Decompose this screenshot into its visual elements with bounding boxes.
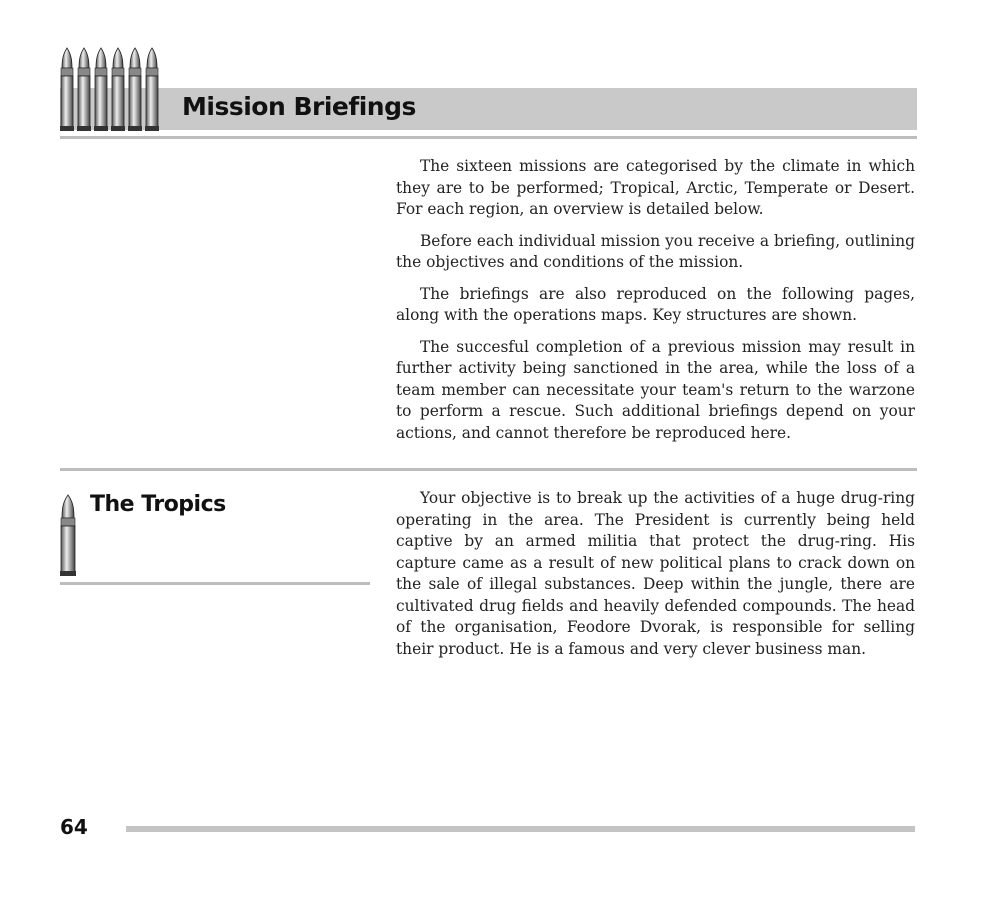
- bullets-icon: [58, 46, 160, 134]
- tropics-paragraph: Your objective is to break up the activities of a huge drug-ring operating in the area. The President is currently being held captive by an armed militia that protect the drug-ring. His capture came as a result of new political plans to crack down on the sale of illegal substances. Deep within the jungle, there are cultivated drug fields and heavily defended compounds. The head of the organisation, Feodore Dvorak, is responsible for selling their product. He is a famous and very clever business man.: [396, 489, 915, 658]
- tropics-section: [396, 488, 915, 670]
- page-number: 64: [60, 815, 88, 839]
- bullet-icon: [58, 494, 78, 578]
- section-title: The Tropics: [90, 492, 226, 517]
- intro-paragraph: The sixteen missions are categorised by the climate in which they are to be performed; Tropical, Arctic, Temperate or Desert. For each region, an overview is detailed below.: [396, 157, 915, 218]
- section-divider: [60, 468, 917, 471]
- header-divider: [60, 136, 917, 139]
- intro-paragraph: Before each individual mission you receive a briefing, outlining the objectives and conditions of the mission.: [396, 231, 915, 271]
- intro-paragraph: The succesful completion of a previous mission may result in further activity being sanctioned in the area, while the loss of a team member can necessitate your team's return to the warzone to perform a rescue. Such additional briefings depend on your actions, and cannot therefore be reproduced here.: [396, 337, 915, 442]
- intro-paragraph: The briefings are also reproduced on the following pages, along with the operations maps. Key structures are shown.: [396, 284, 915, 324]
- page-title: Mission Briefings: [182, 92, 416, 121]
- intro-section: [396, 156, 915, 454]
- footer-divider: [126, 826, 915, 832]
- section-title-divider: [60, 582, 370, 585]
